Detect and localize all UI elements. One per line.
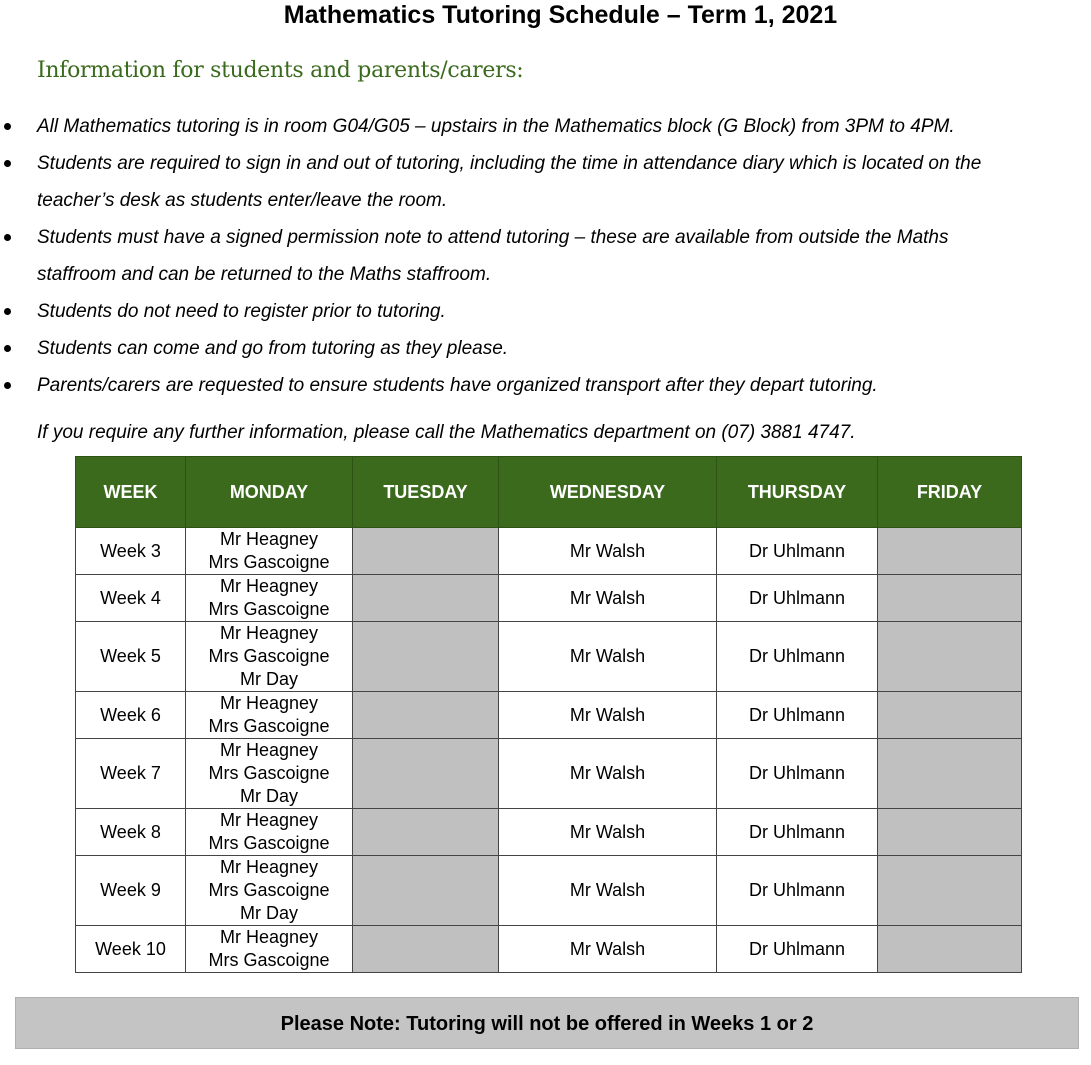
friday-cell-unavailable bbox=[878, 856, 1022, 926]
tutor-name: Mr Heagney bbox=[219, 576, 319, 596]
wednesday-cell: Mr Walsh bbox=[499, 809, 717, 856]
table-row bbox=[76, 528, 1022, 575]
friday-cell-unavailable bbox=[878, 809, 1022, 856]
monday-cell bbox=[186, 926, 353, 973]
tutor-name: Mr Day bbox=[240, 669, 298, 689]
week-cell: Week 6 bbox=[76, 692, 186, 739]
friday-cell-unavailable bbox=[878, 926, 1022, 973]
wednesday-cell: Mr Walsh bbox=[499, 926, 717, 973]
wednesday-cell: Mr Walsh bbox=[499, 692, 717, 739]
wednesday-cell: Mr Walsh bbox=[499, 622, 717, 692]
table-row bbox=[76, 692, 1022, 739]
bullet-item bbox=[0, 108, 1091, 145]
table-row bbox=[76, 926, 1022, 973]
tuesday-cell-unavailable bbox=[353, 926, 499, 973]
thursday-cell: Dr Uhlmann bbox=[717, 575, 878, 622]
tutor-name: Mr Heagney bbox=[219, 693, 319, 713]
monday-cell bbox=[186, 622, 353, 692]
schedule-table bbox=[75, 456, 1022, 973]
tutor-name: Mrs Gascoigne bbox=[208, 599, 330, 619]
table-row bbox=[76, 809, 1022, 856]
table-row bbox=[76, 575, 1022, 622]
info-subheading: Information for students and parents/carers: bbox=[37, 58, 524, 83]
bullet-text: Students do not need to register prior to tutoring. bbox=[37, 301, 446, 322]
header-tuesday: TUESDAY bbox=[353, 457, 499, 528]
tuesday-cell-unavailable bbox=[353, 809, 499, 856]
bullet-dot-icon bbox=[4, 345, 11, 352]
bullet-dot-icon bbox=[4, 123, 11, 130]
tutor-name: Mrs Gascoigne bbox=[208, 646, 330, 666]
week-cell: Week 10 bbox=[76, 926, 186, 973]
week-cell: Week 3 bbox=[76, 528, 186, 575]
wednesday-cell: Mr Walsh bbox=[499, 575, 717, 622]
monday-cell bbox=[186, 856, 353, 926]
tutor-name: Mr Heagney bbox=[219, 927, 319, 947]
bullet-dot-icon bbox=[4, 308, 11, 315]
table-row bbox=[76, 739, 1022, 809]
tutor-name: Mrs Gascoigne bbox=[208, 833, 330, 853]
thursday-cell: Dr Uhlmann bbox=[717, 622, 878, 692]
bullet-dot-icon bbox=[4, 234, 11, 241]
thursday-cell: Dr Uhlmann bbox=[717, 739, 878, 809]
week-cell: Week 4 bbox=[76, 575, 186, 622]
tutor-name: Mrs Gascoigne bbox=[208, 763, 330, 783]
week-cell: Week 7 bbox=[76, 739, 186, 809]
table-row bbox=[76, 856, 1022, 926]
tuesday-cell-unavailable bbox=[353, 739, 499, 809]
bullet-item-continuation bbox=[0, 256, 1091, 293]
header-friday: FRIDAY bbox=[878, 457, 1022, 528]
bullet-dot-icon bbox=[4, 382, 11, 389]
friday-cell-unavailable bbox=[878, 739, 1022, 809]
week-cell: Week 8 bbox=[76, 809, 186, 856]
tutor-name: Mrs Gascoigne bbox=[208, 552, 330, 572]
table-row bbox=[76, 622, 1022, 692]
monday-cell bbox=[186, 739, 353, 809]
wednesday-cell: Mr Walsh bbox=[499, 856, 717, 926]
bullet-item bbox=[0, 367, 1091, 404]
bullet-dot-icon bbox=[4, 160, 11, 167]
bullet-item-continuation bbox=[0, 182, 1091, 219]
bullet-text: All Mathematics tutoring is in room G04/G05 – upstairs in the Mathematics block (G Block) from 3PM to 4PM. bbox=[37, 116, 955, 137]
thursday-cell: Dr Uhlmann bbox=[717, 809, 878, 856]
tuesday-cell-unavailable bbox=[353, 856, 499, 926]
wednesday-cell: Mr Walsh bbox=[499, 739, 717, 809]
tutor-name: Mr Heagney bbox=[219, 857, 319, 877]
tutor-name: Mr Heagney bbox=[219, 623, 319, 643]
friday-cell-unavailable bbox=[878, 575, 1022, 622]
header-monday: MONDAY bbox=[186, 457, 353, 528]
bullet-item bbox=[0, 219, 1091, 256]
tutor-name: Mr Heagney bbox=[219, 740, 319, 760]
thursday-cell: Dr Uhlmann bbox=[717, 856, 878, 926]
bullet-text: Students can come and go from tutoring as they please. bbox=[37, 338, 509, 359]
schedule-body bbox=[76, 528, 1022, 973]
thursday-cell: Dr Uhlmann bbox=[717, 528, 878, 575]
header-thursday: THURSDAY bbox=[717, 457, 878, 528]
info-bullet-list bbox=[0, 108, 1091, 404]
monday-cell bbox=[186, 809, 353, 856]
tutor-name: Mrs Gascoigne bbox=[208, 716, 330, 736]
tutor-name: Mrs Gascoigne bbox=[208, 950, 330, 970]
friday-cell-unavailable bbox=[878, 692, 1022, 739]
friday-cell-unavailable bbox=[878, 622, 1022, 692]
wednesday-cell: Mr Walsh bbox=[499, 528, 717, 575]
tutor-name: Mr Day bbox=[240, 786, 298, 806]
header-wednesday: WEDNESDAY bbox=[499, 457, 717, 528]
monday-cell bbox=[186, 528, 353, 575]
tutor-name: Mr Day bbox=[240, 903, 298, 923]
bullet-text: Parents/carers are requested to ensure students have organized transport after they depart tutoring. bbox=[37, 375, 878, 396]
bullet-text: Students must have a signed permission note to attend tutoring – these are available from outside the Maths bbox=[37, 227, 949, 248]
bullet-item bbox=[0, 145, 1091, 182]
header-week: WEEK bbox=[76, 457, 186, 528]
thursday-cell: Dr Uhlmann bbox=[717, 926, 878, 973]
tutor-name: Mr Heagney bbox=[219, 529, 319, 549]
note-banner: Please Note: Tutoring will not be offered in Weeks 1 or 2 bbox=[15, 997, 1079, 1049]
week-cell: Week 9 bbox=[76, 856, 186, 926]
bullet-text: Students are required to sign in and out of tutoring, including the time in attendance diary which is located on the bbox=[37, 153, 982, 174]
tuesday-cell-unavailable bbox=[353, 528, 499, 575]
tuesday-cell-unavailable bbox=[353, 622, 499, 692]
bullet-text: teacher’s desk as students enter/leave the room. bbox=[37, 190, 448, 211]
tutor-name: Mr Heagney bbox=[219, 810, 319, 830]
bullet-text: staffroom and can be returned to the Maths staffroom. bbox=[37, 264, 492, 285]
tuesday-cell-unavailable bbox=[353, 575, 499, 622]
page-title: Mathematics Tutoring Schedule – Term 1, 2021 bbox=[283, 1, 838, 29]
table-header-row bbox=[76, 457, 1022, 528]
bullet-item bbox=[0, 330, 1091, 367]
thursday-cell: Dr Uhlmann bbox=[717, 692, 878, 739]
monday-cell bbox=[186, 575, 353, 622]
tutor-name: Mrs Gascoigne bbox=[208, 880, 330, 900]
tuesday-cell-unavailable bbox=[353, 692, 499, 739]
bullet-item bbox=[0, 293, 1091, 330]
contact-info: If you require any further information, please call the Mathematics department on (07) 3881 4747. bbox=[37, 422, 856, 443]
week-cell: Week 5 bbox=[76, 622, 186, 692]
friday-cell-unavailable bbox=[878, 528, 1022, 575]
monday-cell bbox=[186, 692, 353, 739]
